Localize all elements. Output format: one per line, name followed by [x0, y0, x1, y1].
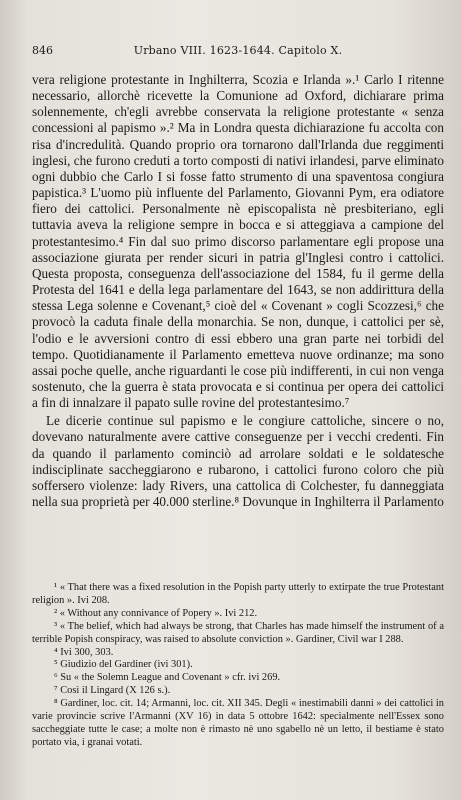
footnote: ⁶ Su « the Solemn League and Covenant » cfr. ivi 269.: [54, 672, 281, 684]
footnote: ¹ « That there was a fixed resolution in the Popish party utterly to extirpate the true Protestant religion ». Ivi 208.: [32, 582, 444, 606]
footnote: ³ « The belief, which had always be strong, that Charles has made himself the instrument of a terrible Popish conspiracy, was raised to absolute conviction ». Gardiner, Civil war I 288.: [32, 620, 444, 645]
running-title: Urbano VIII. 1623-1644. Capitolo X.: [133, 44, 343, 57]
footnote: ⁵ Giudizio del Gardiner (ivi 301).: [54, 659, 193, 671]
footnote: ⁸ Gardiner, loc. cit. 14; Armanni, loc. cit. XII 345. Degli « inestimabili danni » dei cattolici in varie provincie scrive l'Armanni (XV 16) in data 5 ottobre 1642: specialmente nell'Essex sono saccheggiate tutte le case; a molte non è rimasto nè uno sgabello nè un letto, il bestiame è stato portato via, i granai votati.: [32, 698, 444, 748]
paragraph: vera religione protestante in Inghilterra, Scozia e Irlanda ».¹ Carlo I ritenne necessario, allorchè ricevette la Comunione ad Oxford, dichiarare prima solennemente, ch'egli avrebbe conservata la religione protestante « senza concessioni al papismo ».² Ma in Londra questa dichiarazione fu accolta con risa d'incredulità. Quando proprio ora tornarono dall'Irlanda due reggimenti inglesi, che furono creduti a torto composti di nativi irlandesi, parve eliminato ogni dubbio che Carlo I si fosse fatto strumento di una spaventosa congiura papistica.³ L'uomo più influente del Parlamento, Giovanni Pym, era odiatore fiero dei cattolici. Personalmente nè episcopalista nè presbiteriano, egli tuttavia aveva la religione sempre in bocca e si atteggiava a campione del protestantesimo.⁴ Fin dal suo primo discorso parlamentare egli propose una associazione giurata per render sicuri in patria gl'Inglesi contro i cattolici. Questa proposta, conseguenza dell'associazione del 1584, fu il germe della Protesta del 1641 e della lega parlamentare del 1643, se non addirittura della stessa Lega solenne e Covenant,⁵ cioè del « Covenant » cogli Scozzesi,⁶ che provocò la caduta finale della monarchia. Se non, dunque, i cattolici per sè, l'odio e le avversioni contro di essi ebbero una gran parte nei torbidi del tempo. Quotidianamente il Parlamento emetteva nuove ordinanze; ma sono assai poche quelle, anche riguardanti le cose più indifferenti, in cui non venga sostenuto, che la guerra è stata provocata e si continua per opera dei cattolici a fin di innalzare il papato sulle rovine del protestantesimo.⁷: [32, 72, 444, 411]
main-text: [32, 72, 444, 510]
footnotes: [32, 582, 444, 750]
footnote: ⁷ Così il Lingard (X 126 s.).: [54, 685, 171, 697]
paragraph: Le dicerie continue sul papismo e le congiure cattoliche, sincere o no, dovevano naturalmente avere cattive conseguenze per i vecchi credenti. Fin da quando il parlamento cominciò ad arrolare soldati e le soldatesche indisciplinate saccheggiarono e rubarono, i cattolici furono coloro che più soffersero violenze: lady Rivers, una cattolica di Colchester, fu danneggiata nella sua proprietà per 40.000 sterline.⁸ Dovunque in Inghilterra il Parlamento: [32, 413, 444, 510]
page-number: 846: [32, 44, 53, 57]
footnote: ⁴ Ivi 300, 303.: [54, 646, 114, 658]
footnote: ² « Without any connivance of Popery ». Ivi 212.: [54, 607, 258, 619]
